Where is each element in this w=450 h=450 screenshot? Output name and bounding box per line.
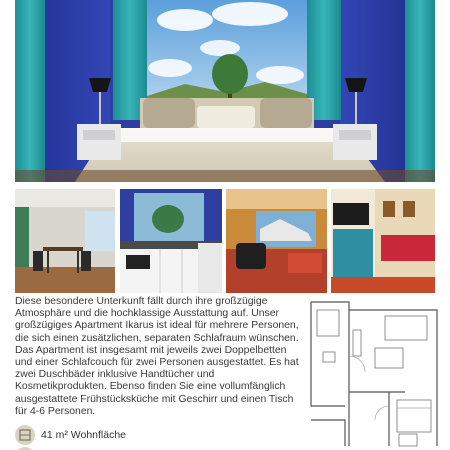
- description-line: großzügiges Apartment Ikarus ist ideal für mehrere Personen,: [15, 320, 299, 332]
- second-bedroom-photo: [331, 189, 435, 293]
- description-line: Das Apartment ist insgesamt mit jeweils zwei Doppelbetten: [15, 344, 287, 356]
- living-room-photo: [226, 189, 327, 293]
- thumbnail-dining-area[interactable]: [15, 189, 115, 293]
- photo-thumbnail-strip: [15, 189, 435, 293]
- thumbnail-bedroom-two[interactable]: [331, 189, 435, 293]
- floor-area-icon: [15, 425, 35, 445]
- description-line: die sich einen zusätzlichen, separaten Schlafraum wünschen.: [15, 332, 299, 344]
- description-line: Diese besondere Unterkunft fällt durch ihre großzügige: [15, 296, 268, 307]
- bedroom-photo: [15, 0, 435, 182]
- thumbnail-living-room[interactable]: [226, 189, 327, 293]
- description-line: Kosmetikprodukten. Ebenso finden Sie eine vollumfänglich: [15, 381, 286, 393]
- description-line: und einer Schlafcouch für zwei Personen ausgestattet. Es hat: [15, 357, 299, 369]
- amenity-floor-area: [15, 424, 300, 446]
- amenity-guests: [15, 446, 300, 450]
- hero-image-bedroom[interactable]: [15, 0, 435, 182]
- apartment-description: [15, 296, 300, 418]
- floor-plan[interactable]: [305, 296, 440, 450]
- floor-plan-drawing: [305, 296, 440, 450]
- dining-area-photo: [15, 189, 115, 293]
- amenity-label: 41 m² Wohnfläche: [41, 429, 127, 441]
- thumbnail-kitchen[interactable]: [120, 189, 222, 293]
- description-line: zwei Duschbäder inklusive Handtücher und: [15, 369, 215, 381]
- kitchen-photo: [120, 189, 222, 293]
- description-line: Atmosphäre und die hochklassige Ausstattung auf. Unser: [15, 308, 279, 320]
- description-line: für 4-6 Personen.: [15, 405, 96, 417]
- description-line: ausgestattete Frühstücksküche mit Geschirr und einen Tisch: [15, 393, 294, 405]
